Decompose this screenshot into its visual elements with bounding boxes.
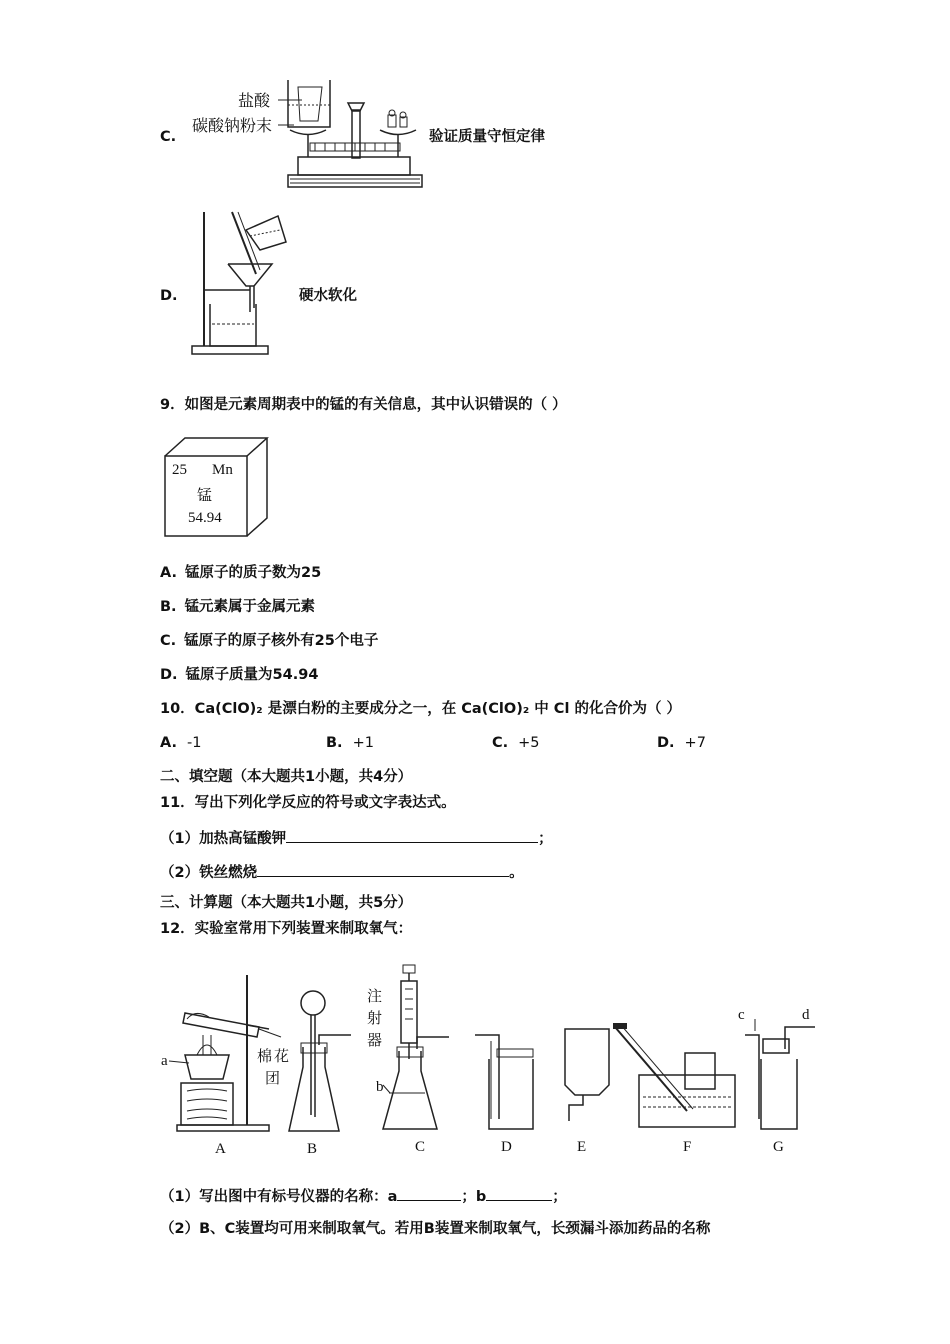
element-symbol: Mn xyxy=(212,462,233,478)
option-text: +7 xyxy=(684,735,706,751)
element-number: 25 xyxy=(172,462,187,478)
option-letter: D. xyxy=(160,667,178,683)
apparatus-drawing xyxy=(155,955,825,1160)
option-letter: D. xyxy=(657,735,675,751)
apparatus-label-g: G xyxy=(773,1139,784,1155)
apparatus-label-f: F xyxy=(683,1139,692,1155)
section3-heading: 三、计算题（本大题共1小题，共5分） xyxy=(160,895,413,911)
fig-cotton-2: 花 xyxy=(274,1047,290,1065)
q11-stem: 11．写出下列化学反应的符号或文字表达式。 xyxy=(160,795,456,811)
q10-option-a xyxy=(160,734,201,752)
q11-part2-answer-blank[interactable] xyxy=(257,862,509,877)
option-letter: C. xyxy=(160,633,177,649)
option-text: 锰原子质量为54.94 xyxy=(185,667,319,683)
q8-c-letter: C. xyxy=(160,129,177,145)
apparatus-label-c: C xyxy=(415,1139,426,1155)
q12-part1 xyxy=(160,1186,567,1206)
q12-part1-label: （1）写出图中有标号仪器的名称：a xyxy=(160,1189,398,1205)
q12-stem: 12．实验室常用下列装置来制取氧气： xyxy=(160,921,413,937)
q8-d-letter: D. xyxy=(160,288,178,304)
q10-option-b xyxy=(326,734,374,752)
q11-part1-label: （1）加热高锰酸钾 xyxy=(160,831,287,847)
fig-label-powder: 碳酸钠粉末 xyxy=(192,116,273,135)
q8-c-caption: 验证质量守恒定律 xyxy=(429,129,545,145)
element-name: 锰 xyxy=(197,486,213,504)
q8-d-caption: 硬水软化 xyxy=(299,288,357,304)
apparatus-label-b: B xyxy=(307,1141,318,1157)
apparatus-label-a: A xyxy=(215,1141,226,1157)
section2-heading: 二、填空题（本大题共1小题，共4分） xyxy=(160,769,413,785)
apparatus-label-e: E xyxy=(577,1139,587,1155)
q9-stem: 9．如图是元素周期表中的锰的有关信息，其中认识错误的（ ） xyxy=(160,397,567,413)
option-text: +5 xyxy=(518,735,540,751)
element-mass: 54.94 xyxy=(188,510,222,526)
fig-cotton-3: 团 xyxy=(265,1069,281,1087)
q11-part1-end: ； xyxy=(538,831,553,847)
fig-syringe-1: 注 xyxy=(367,987,383,1005)
option-text: 锰元素属于金属元素 xyxy=(184,599,316,615)
q11-part1-answer-blank[interactable] xyxy=(286,828,538,843)
apparatus-label-d: D xyxy=(501,1139,512,1155)
fig-syringe-3: 器 xyxy=(367,1031,383,1049)
q12-a-answer-blank[interactable] xyxy=(397,1186,461,1201)
fig-syringe-2: 射 xyxy=(367,1009,383,1027)
q12-part1-mid: ；b xyxy=(461,1189,487,1205)
q9-option-b xyxy=(160,598,315,616)
fig-label-c: c xyxy=(738,1007,745,1023)
option-text: 锰原子的原子核外有25个电子 xyxy=(184,633,379,649)
option-letter: B. xyxy=(160,599,177,615)
q11-part2 xyxy=(160,862,524,882)
option-letter: B. xyxy=(326,735,343,751)
option-text: -1 xyxy=(187,735,202,751)
fig-cotton-1: 棉 xyxy=(257,1047,273,1065)
q12-part2: （2）B、C装置均可用来制取氧气。若用B装置来制取氧气，长颈漏斗添加药品的名称 xyxy=(160,1221,711,1237)
fig-label-d: d xyxy=(802,1007,810,1023)
fig-label-b: b xyxy=(376,1079,384,1095)
fig-label-acid: 盐酸 xyxy=(238,91,271,110)
filtration-drawing xyxy=(188,208,288,358)
balance-figure xyxy=(190,75,430,195)
q9-option-a xyxy=(160,564,321,582)
option-letter: A. xyxy=(160,565,177,581)
apparatus-figure xyxy=(155,955,825,1160)
balance-drawing xyxy=(190,75,430,195)
fig-label-a: a xyxy=(161,1053,168,1069)
q9-option-d xyxy=(160,666,318,684)
q9-option-c xyxy=(160,632,378,650)
q11-part2-label: （2）铁丝燃烧 xyxy=(160,865,258,881)
q10-option-d xyxy=(657,734,706,752)
option-text: 锰原子的质子数为25 xyxy=(185,565,322,581)
element-card xyxy=(164,436,270,538)
q11-part2-end: 。 xyxy=(509,865,524,881)
q11-part1 xyxy=(160,828,553,848)
option-letter: A. xyxy=(160,735,177,751)
q10-option-c xyxy=(492,734,540,752)
q10-stem: 10．Ca(ClO)₂ 是漂白粉的主要成分之一，在 Ca(ClO)₂ 中 Cl 的化合价为（ ） xyxy=(160,701,682,717)
option-text: +1 xyxy=(352,735,374,751)
option-letter: C. xyxy=(492,735,509,751)
q12-b-answer-blank[interactable] xyxy=(486,1186,552,1201)
q12-part1-end: ； xyxy=(552,1189,567,1205)
